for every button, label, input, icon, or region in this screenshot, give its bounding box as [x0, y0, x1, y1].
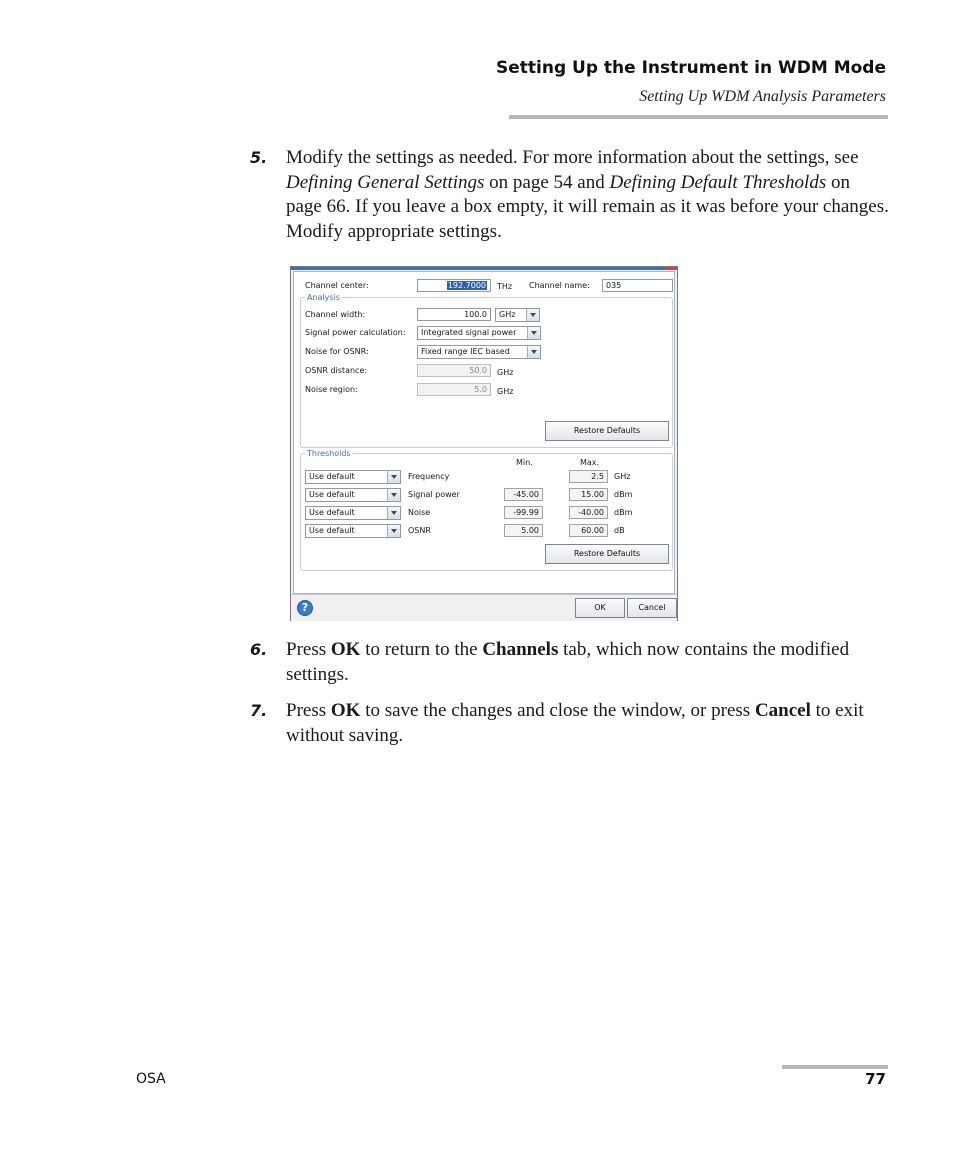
select-value: Fixed range IEC based [421, 347, 510, 356]
text-run: tab, which now contains the modified settings. [286, 639, 850, 685]
dialog-content [293, 271, 675, 594]
dialog-footer [291, 594, 677, 621]
threshold-min-input[interactable]: -99.99 [504, 506, 543, 519]
chevron-down-icon[interactable] [387, 471, 400, 483]
text-run: on page 66. If you leave a box empty, it will remain as it was before your changes. Modify appropriate settings. [286, 171, 889, 242]
chevron-down-icon[interactable] [527, 346, 540, 358]
restore-defaults-analysis-button[interactable]: Restore Defaults [545, 421, 669, 441]
channel-width-label: Channel width: [305, 310, 366, 319]
select-value: Use default [309, 472, 355, 481]
threshold-max-input[interactable]: -40.00 [569, 506, 608, 519]
threshold-mode-select-noise[interactable] [305, 506, 401, 520]
threshold-name: Noise [408, 508, 431, 517]
chevron-down-icon[interactable] [387, 507, 400, 519]
restore-defaults-thresholds-button[interactable]: Restore Defaults [545, 544, 669, 564]
ok-term: OK [330, 639, 361, 660]
step-number: 5. [250, 148, 268, 167]
noise-region-label: Noise region: [305, 385, 358, 394]
running-header-title: Setting Up the Instrument in WDM Mode [495, 58, 886, 78]
min-column-header: Min. [516, 458, 533, 467]
noise-region-input[interactable]: 5.0 [417, 383, 491, 396]
threshold-unit: dB [614, 526, 625, 535]
step-7 [250, 699, 890, 748]
signal-power-calculation-label: Signal power calculation: [305, 328, 406, 337]
close-icon[interactable] [665, 267, 677, 270]
noise-for-osnr-select[interactable] [417, 345, 541, 359]
running-header-subtitle: Setting Up WDM Analysis Parameters [639, 88, 886, 105]
threshold-name: Signal power [408, 490, 460, 499]
threshold-min-input[interactable]: -45.00 [504, 488, 543, 501]
step-5 [250, 146, 890, 244]
thresholds-group-title: Thresholds [307, 449, 351, 458]
analysis-group-title: Analysis [307, 293, 340, 302]
page-number: 77 [865, 1070, 886, 1088]
link-defining-general-settings[interactable]: Defining General Settings [286, 171, 485, 193]
threshold-mode-select-osnr[interactable] [305, 524, 401, 538]
ok-button[interactable]: OK [575, 598, 625, 618]
threshold-unit: GHz [614, 472, 631, 481]
channel-name-label: Channel name: [529, 281, 590, 290]
step-6 [250, 638, 890, 687]
analysis-parameters-dialog [290, 266, 678, 621]
text-run: Press [286, 700, 331, 721]
signal-power-calculation-select[interactable] [417, 326, 541, 340]
channel-center-label: Channel center: [305, 281, 369, 290]
noise-for-osnr-label: Noise for OSNR: [305, 347, 369, 356]
channel-width-input[interactable]: 100.0 [417, 308, 491, 321]
channel-width-unit-select[interactable] [495, 308, 540, 322]
text-run: on page 54 and [484, 171, 610, 193]
footer-rule [782, 1065, 888, 1069]
max-column-header: Max. [580, 458, 600, 467]
threshold-min-input[interactable]: 5.00 [504, 524, 543, 537]
link-defining-default-thresholds[interactable]: Defining Default Thresholds [609, 171, 827, 193]
osnr-distance-label: OSNR distance: [305, 366, 368, 375]
channels-term: Channels [482, 639, 559, 660]
step-text [286, 699, 890, 748]
step-text [286, 638, 890, 687]
threshold-max-input[interactable]: 60.00 [569, 524, 608, 537]
chevron-down-icon[interactable] [526, 309, 539, 321]
footer-product-name: OSA [136, 1071, 166, 1087]
chevron-down-icon[interactable] [387, 525, 400, 537]
threshold-unit: dBm [614, 490, 633, 499]
step-text [286, 146, 890, 244]
threshold-max-input[interactable]: 15.00 [569, 488, 608, 501]
osnr-distance-input[interactable]: 50.0 [417, 364, 491, 377]
threshold-mode-select-frequency[interactable] [305, 470, 401, 484]
select-value: Use default [309, 490, 355, 499]
step-number: 6. [250, 640, 268, 659]
select-value: Use default [309, 508, 355, 517]
dialog-title-bar [291, 267, 677, 270]
threshold-unit: dBm [614, 508, 633, 517]
channel-name-input[interactable]: 035 [602, 279, 673, 292]
text-run: Modify the settings as needed. For more information about the settings, see [286, 147, 859, 168]
chevron-down-icon[interactable] [527, 327, 540, 339]
header-rule [509, 115, 888, 119]
text-run: Press [286, 639, 331, 660]
ok-term: OK [330, 700, 361, 721]
noise-region-unit: GHz [497, 387, 514, 396]
help-icon[interactable]: ? [297, 600, 313, 616]
channel-center-input[interactable]: 192.7000 [417, 279, 491, 292]
select-value: Use default [309, 526, 355, 535]
text-run: to return to the [360, 639, 483, 660]
select-value: GHz [499, 310, 516, 319]
step-number: 7. [250, 701, 268, 720]
channel-center-unit: THz [497, 282, 513, 291]
threshold-name: Frequency [408, 472, 450, 481]
threshold-max-input[interactable]: 2.5 [569, 470, 608, 483]
text-run: to save the changes and close the window, or press [360, 700, 755, 721]
cancel-button[interactable]: Cancel [627, 598, 677, 618]
chevron-down-icon[interactable] [387, 489, 400, 501]
select-value: Integrated signal power [421, 328, 517, 337]
threshold-name: OSNR [408, 526, 431, 535]
cancel-term: Cancel [754, 700, 811, 721]
osnr-distance-unit: GHz [497, 368, 514, 377]
threshold-mode-select-signal-power[interactable] [305, 488, 401, 502]
text-run: to exit without saving. [286, 700, 864, 746]
